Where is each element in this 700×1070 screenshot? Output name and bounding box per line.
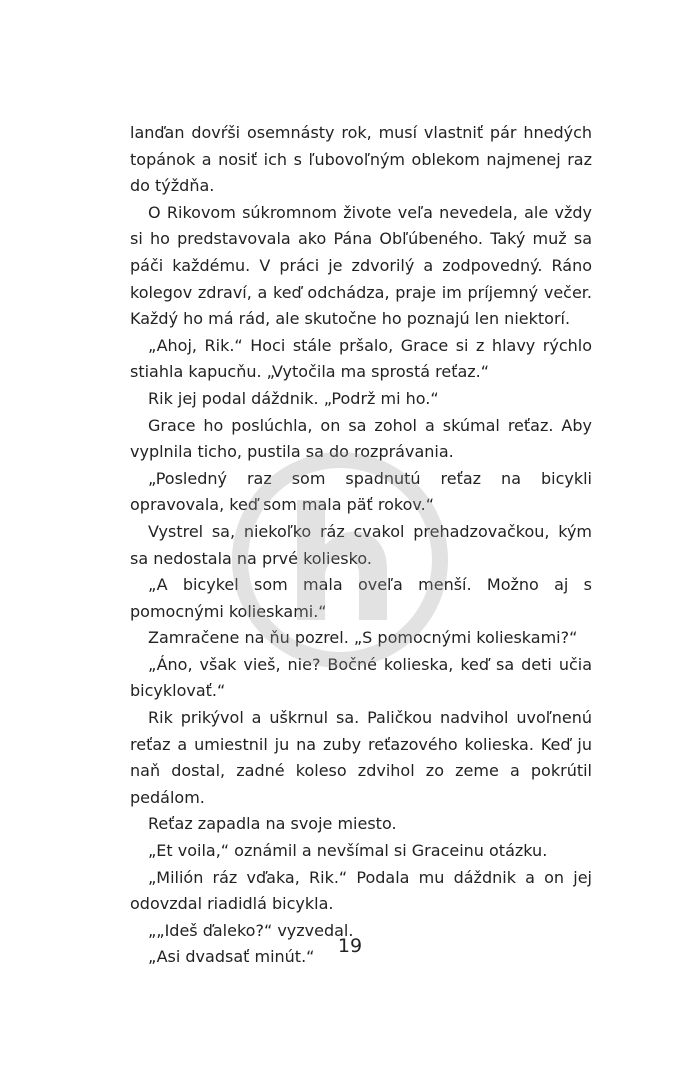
paragraph: Rik prikývol a uškrnul sa. Paličkou nadvihol uvoľnenú reťaz a umiestnil ju na zuby reťazového kolieska. Keď ju naň dostal, zadné koleso zdvihol zo zeme a pokrútil pedálom. xyxy=(130,708,592,807)
paragraph: Zamračene na ňu pozrel. „S pomocnými kolieskami?“ xyxy=(148,628,578,648)
paragraph: Rik jej podal dáždnik. „Podrž mi ho.“ xyxy=(148,388,439,408)
paragraph: Grace ho poslúchla, on sa zohol a skúmal reťaz. Aby vyplnila ticho, pustila sa do rozprávania. xyxy=(130,415,592,462)
paragraph: „„Ideš ďaleko?“ vyzvedal. xyxy=(148,920,354,940)
paragraph: O Rikovom súkromnom živote veľa nevedela, ale vždy si ho predstavovala ako Pána Obľúbeného. Taký muž sa páči každému. V práci je zdvorilý a zodpovedný. Ráno kolegov zdraví, a keď odchádza, praje im príjemný večer. Každý ho má rád, ale skutočne ho poznajú len niektorí. xyxy=(130,202,592,329)
paragraph: Reťaz zapadla na svoje miesto. xyxy=(148,814,397,834)
paragraph: „Asi dvadsať minút.“ xyxy=(148,947,315,967)
paragraph: lanďan dovŕši osemnásty rok, musí vlastniť pár hnedých topánok a nosiť ich s ľubovoľným oblekom najmenej raz do týždňa. xyxy=(130,123,592,196)
paragraph: „Áno, však vieš, nie? Bočné kolieska, keď sa deti učia bicyklovať.“ xyxy=(130,654,592,701)
body-text xyxy=(130,120,592,971)
paragraph: „Posledný raz som spadnutú reťaz na bicykli opravovala, keď som mala päť rokov.“ xyxy=(130,468,592,515)
paragraph: Vystrel sa, niekoľko ráz cvakol prehadzovačkou, kým sa nedostala na prvé koliesko. xyxy=(130,521,592,568)
paragraph: „Et voila,“ oznámil a nevšímal si Graceinu otázku. xyxy=(148,841,548,861)
paragraph: „A bicykel som mala oveľa menší. Možno aj s pomocnými kolieskami.“ xyxy=(130,575,592,621)
paragraph: „Ahoj, Rik.“ Hoci stále pršalo, Grace si z hlavy rýchlo stiahla kapucňu. „Vytočila ma sprostá reťaz.“ xyxy=(130,335,592,382)
page-number: 19 xyxy=(337,935,363,957)
paragraph: „Milión ráz vďaka, Rik.“ Podala mu dáždnik a on jej odovzdal riadidlá bicykla. xyxy=(130,867,592,914)
